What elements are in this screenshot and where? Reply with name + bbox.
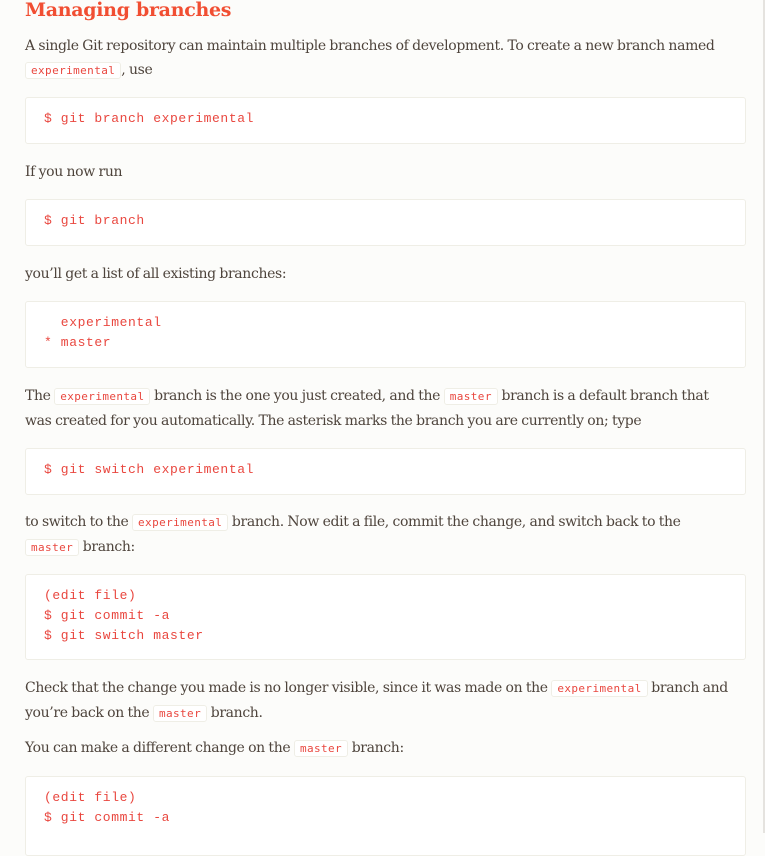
code-block-edit-commit-switch [25, 574, 746, 660]
text: to switch to the [25, 514, 129, 530]
text: branch: [351, 740, 404, 756]
text: branch is a default branch that was created for you automatically. The asterisk marks the branch you are currently on; type [25, 388, 709, 429]
code-line: * master [44, 335, 112, 350]
list-paragraph: you’ll get a list of all existing branches: [25, 266, 287, 282]
code-line: $ git switch experimental [44, 462, 255, 477]
different-change-paragraph [25, 736, 735, 761]
inline-code-experimental: experimental [25, 62, 121, 79]
text: Check that the change you made is no longer visible, since it was made on the [25, 680, 548, 696]
code-block-switch-experimental [25, 448, 746, 495]
check-paragraph [25, 676, 740, 726]
intro-text-end: , use [121, 62, 153, 78]
section-title: Managing branches [25, 0, 232, 21]
code-block-create-branch [25, 97, 746, 144]
code-line: $ git switch master [44, 628, 204, 643]
inline-code-master: master [294, 740, 348, 757]
code-block-list-branches [25, 199, 746, 246]
switch-paragraph [25, 510, 735, 560]
intro-text: A single Git repository can maintain multiple branches of development. To create a new branch named [25, 38, 715, 54]
inline-code-experimental: experimental [54, 388, 150, 405]
text: branch is the one you just created, and the [154, 388, 441, 404]
text: branch and you’re back on the [25, 680, 728, 721]
inline-code-master: master [153, 705, 207, 722]
code-line: $ git commit -a [44, 608, 171, 623]
explain-paragraph [25, 384, 735, 433]
code-line: $ git commit -a [44, 810, 171, 825]
code-line: experimental [44, 315, 162, 330]
text: branch. Now edit a file, commit the change, and switch back to the [231, 514, 681, 530]
text: You can make a different change on the [25, 740, 291, 756]
inline-code-master: master [444, 388, 498, 405]
code-line: $ git branch [44, 213, 145, 228]
code-line: (edit file) [44, 588, 137, 603]
text: branch: [82, 539, 135, 555]
code-line: $ git branch experimental [44, 111, 255, 126]
text: The [25, 388, 51, 404]
code-block-branch-output [25, 301, 746, 368]
code-block-edit-commit [25, 776, 746, 856]
run-paragraph: If you now run [25, 164, 123, 180]
intro-paragraph [25, 34, 735, 83]
inline-code-experimental: experimental [551, 680, 647, 697]
code-line: (edit file) [44, 790, 137, 805]
text: branch. [210, 705, 263, 721]
inline-code-master: master [25, 539, 79, 556]
inline-code-experimental: experimental [132, 514, 228, 531]
